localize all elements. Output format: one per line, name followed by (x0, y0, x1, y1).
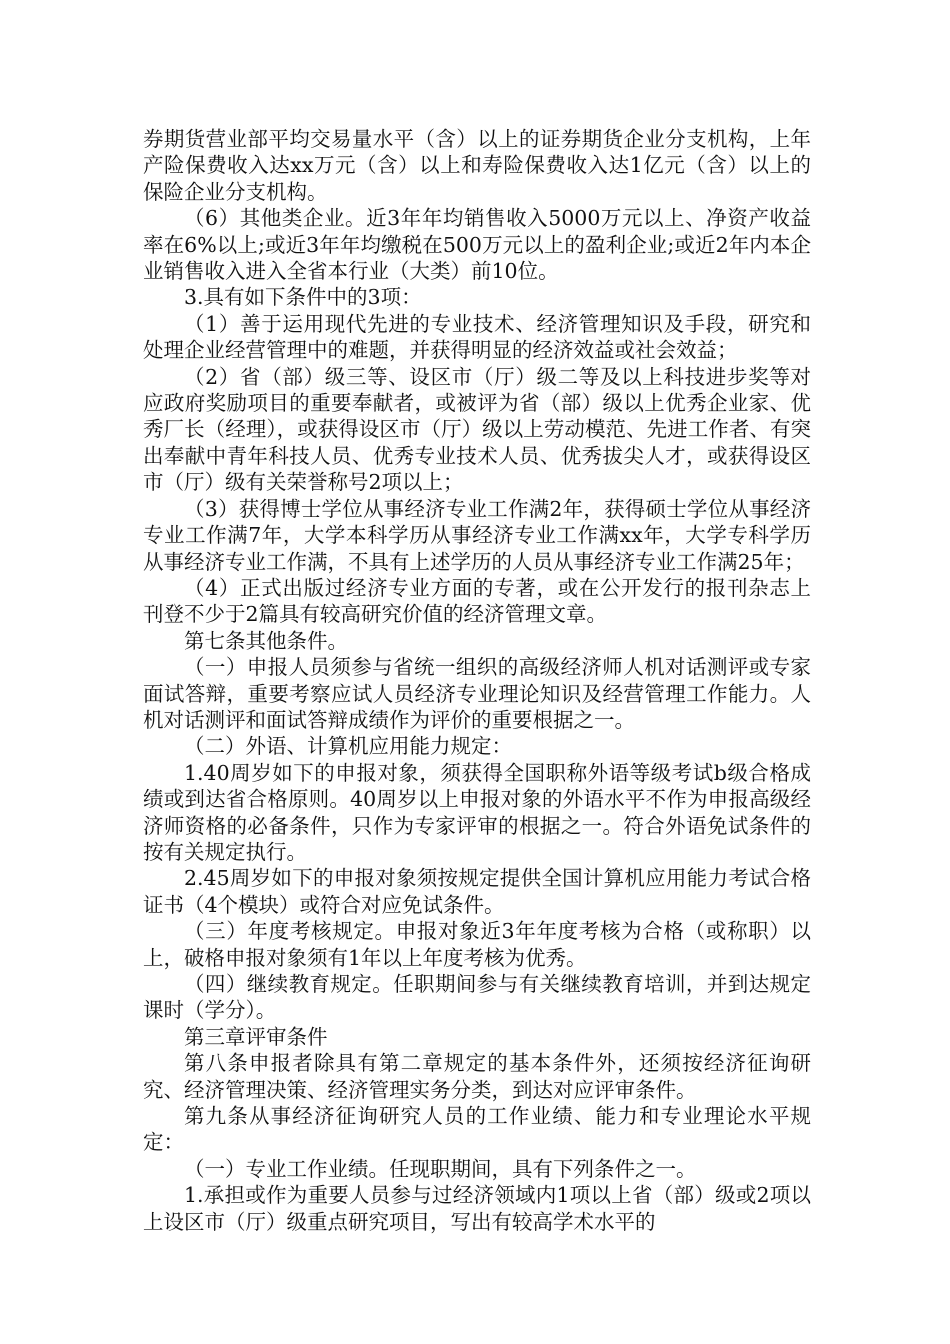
paragraph-13: （三）年度考核规定。申报对象近3年年度考核为合格（或称职）以上，破格申报对象须有1年以上年度考核为优秀。 (143, 919, 811, 970)
paragraph-5: （2）省（部）级三等、设区市（厅）级二等及以上科技进步奖等对应政府奖励项目的重要奉献者，或被评为省（部）级以上优秀企业家、优秀厂长（经理），或获得设区市（厅）级以上劳动模范、先进工作者、有突出奉献中青年科技人员、优秀专业技术人员、优秀拔尖人才，或获得设区市（厅）级有关荣誉称号2项以上； (143, 364, 811, 495)
article-8: 第八条申报者除具有第二章规定的基本条件外，还须按经济征询研究、经济管理决策、经济管理实务分类，到达对应评审条件。 (143, 1051, 811, 1102)
article-9: 第九条从事经济征询研究人员的工作业绩、能力和专业理论水平规定： (143, 1104, 811, 1155)
article-7-heading: 第七条其他条件。 (184, 628, 348, 653)
paragraph-12: 2.45周岁如下的申报对象须按规定提供全国计算机应用能力考试合格证书（4个模块）或符合对应免试条件。 (143, 866, 811, 917)
paragraph-7: （4）正式出版过经济专业方面的专著，或在公开发行的报刊杂志上刊登不少于2篇具有较高研究价值的经济管理文章。 (143, 575, 811, 627)
paragraph-9: （一）申报人员须参与省统一组织的高级经济师人机对话测评或专家面试答辩，重要考察应试人员经济专业理论知识及经营管理工作能力。人机对话测评和面试答辩成绩作为评价的重要根据之一。 (143, 655, 811, 732)
paragraph-18: （一）专业工作业绩。任现职期间，具有下列条件之一。 (184, 1156, 697, 1181)
paragraph-19: 1.承担或作为重要人员参与过经济领域内1项以上省（部）级或2项以上设区市（厅）级重点研究项目，写出有较高学术水平的 (143, 1183, 811, 1234)
paragraph-4: （1）善于运用现代先进的专业技术、经济管理知识及手段，研究和处理企业经营管理中的难题，并获得明显的经济效益或社会效益； (143, 311, 811, 363)
document-page (143, 126, 811, 1235)
paragraph-14: （四）继续教育规定。任职期间参与有关继续教育培训，并到达规定课时（学分）。 (143, 972, 811, 1023)
paragraph-1: 券期货营业部平均交易量水平（含）以上的证券期货企业分支机构，上年产险保费收入达xx万元（含）以上和寿险保费收入达1亿元（含）以上的保险企业分支机构。 (143, 127, 811, 204)
paragraph-3: 3.具有如下条件中的3项： (184, 285, 422, 310)
paragraph-6: （3）获得博士学位从事经济专业工作满2年，获得硕士学位从事经济专业工作满7年，大学本科学历从事经济专业工作满xx年，大学专科学历从事经济专业工作满，不具有上述学历的人员从事经济专业工作满25年； (143, 496, 811, 574)
paragraph-11: 1.40周岁如下的申报对象，须获得全国职称外语等级考试b级合格成绩或到达省合格原则。40周岁以上申报对象的外语水平不作为申报高级经济师资格的必备条件，只作为专家评审的根据之一。符合外语免试条件的按有关规定执行。 (143, 760, 811, 864)
chapter-3-heading: 第三章评审条件 (184, 1024, 328, 1049)
paragraph-10: （二）外语、计算机应用能力规定： (184, 734, 512, 759)
paragraph-2: （6）其他类企业。近3年年均销售收入5000万元以上、净资产收益率在6%以上;或近3年年均缴税在500万元以上的盈利企业;或近2年内本企业销售收入进入全省本行业（大类）前10位。 (143, 206, 811, 284)
